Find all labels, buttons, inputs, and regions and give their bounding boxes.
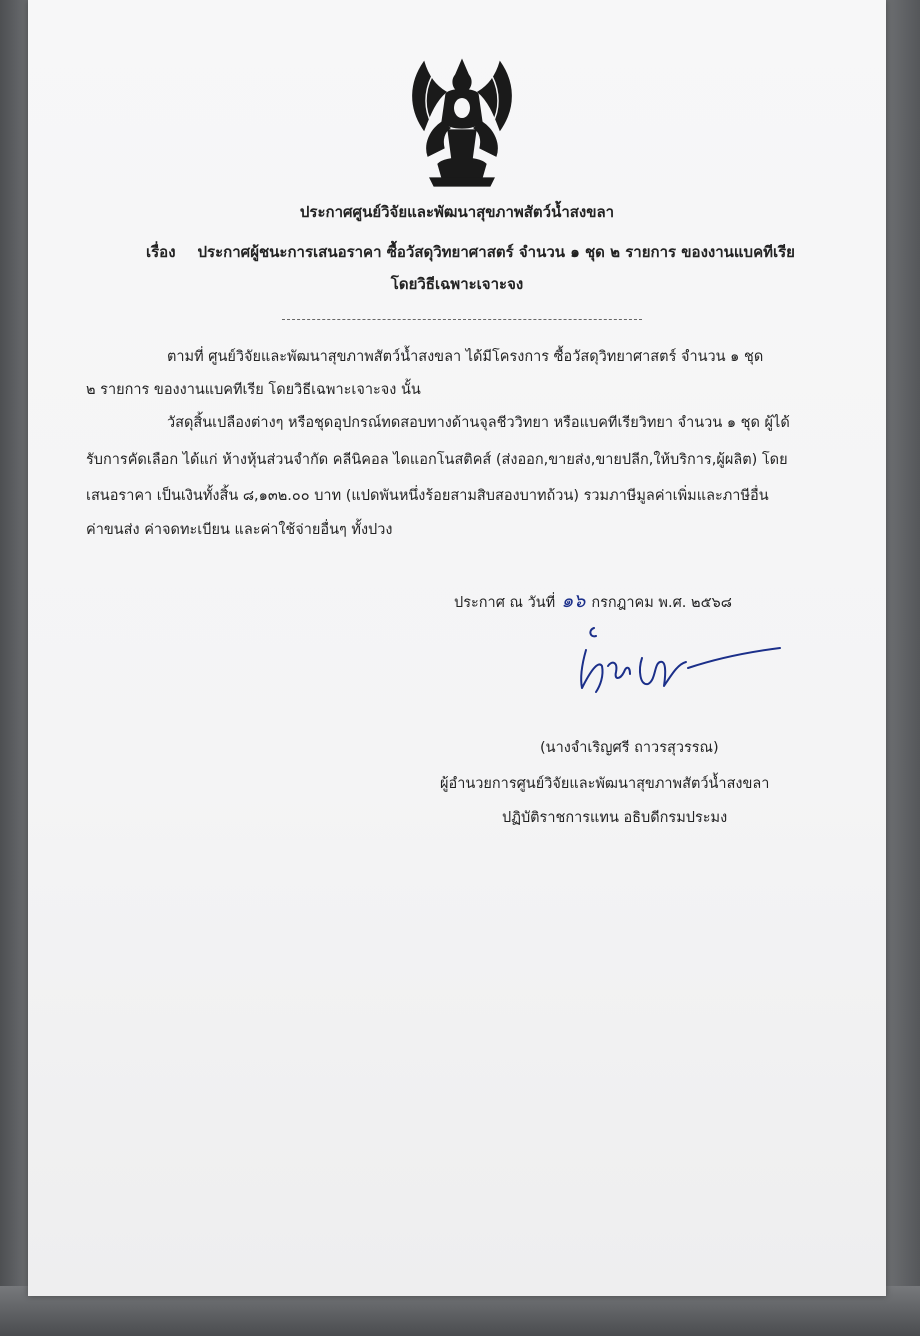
desk-right	[882, 0, 920, 1336]
paragraph-2-line-4: ค่าขนส่ง ค่าจดทะเบียน และค่าใช้จ่ายอื่นๆ ทั้งปวง	[86, 522, 393, 538]
handwritten-signature	[568, 620, 798, 710]
paragraph-2-line-1: วัสดุสิ้นเปลืองต่างๆ หรือชุดอุปกรณ์ทดสอบทางด้านจุลชีววิทยา หรือแบคทีเรียวิทยา จำนวน ๑ ชุด ผู้ได้	[167, 415, 790, 431]
announcement-heading: ประกาศศูนย์วิจัยและพัฒนาสุขภาพสัตว์น้ำสงขลา	[299, 203, 615, 221]
procurement-method: โดยวิธีเฉพาะเจาะจง	[390, 275, 524, 293]
document-page	[28, 0, 886, 1296]
date-prefix: ประกาศ ณ วันที่	[454, 595, 556, 611]
date-suffix: กรกฎาคม พ.ศ. ๒๕๖๘	[591, 595, 732, 611]
subject-line	[146, 240, 795, 264]
subject-label: เรื่อง	[146, 243, 176, 261]
signer-acting-on-behalf: ปฏิบัติราชการแทน อธิบดีกรมประมง	[502, 810, 728, 826]
paragraph-1-line-1: ตามที่ ศูนย์วิจัยและพัฒนาสุขภาพสัตว์น้ำสงขลา ได้มีโครงการ ซื้อวัสดุวิทยาศาสตร์ จำนวน ๑ ชุด	[167, 349, 764, 365]
paragraph-1-line-2: ๒ รายการ ของงานแบคทีเรีย โดยวิธีเฉพาะเจาะจง นั้น	[86, 382, 421, 398]
announcement-date	[454, 586, 732, 616]
signer-name: (นางจำเริญศรี ถาวรสุวรรณ)	[540, 740, 719, 756]
signer-position: ผู้อำนวยการศูนย์วิจัยและพัฒนาสุขภาพสัตว์น้ำสงขลา	[440, 776, 770, 792]
desk-left	[0, 0, 30, 1336]
garuda-emblem-icon	[402, 52, 522, 192]
paragraph-2-line-3: เสนอราคา เป็นเงินทั้งสิ้น ๘,๑๓๒.๐๐ บาท (แปดพันหนึ่งร้อยสามสิบสองบาทถ้วน) รวมภาษีมูลค่าเพิ่มและภาษีอื่น	[86, 488, 769, 504]
date-day-handwritten: ๑๖	[561, 590, 586, 612]
dashed-divider	[282, 319, 642, 320]
subject-text: ประกาศผู้ชนะการเสนอราคา ซื้อวัสดุวิทยาศาสตร์ จำนวน ๑ ชุด ๒ รายการ ของงานแบคทีเรีย	[197, 243, 795, 261]
paragraph-2-line-2: รับการคัดเลือก ได้แก่ ห้างหุ้นส่วนจำกัด คลีนิคอล ไดแอกโนสติคส์ (ส่งออก,ขายส่ง,ขายปลีก,ให้บริการ,ผู้ผลิต) โดย	[86, 452, 788, 468]
